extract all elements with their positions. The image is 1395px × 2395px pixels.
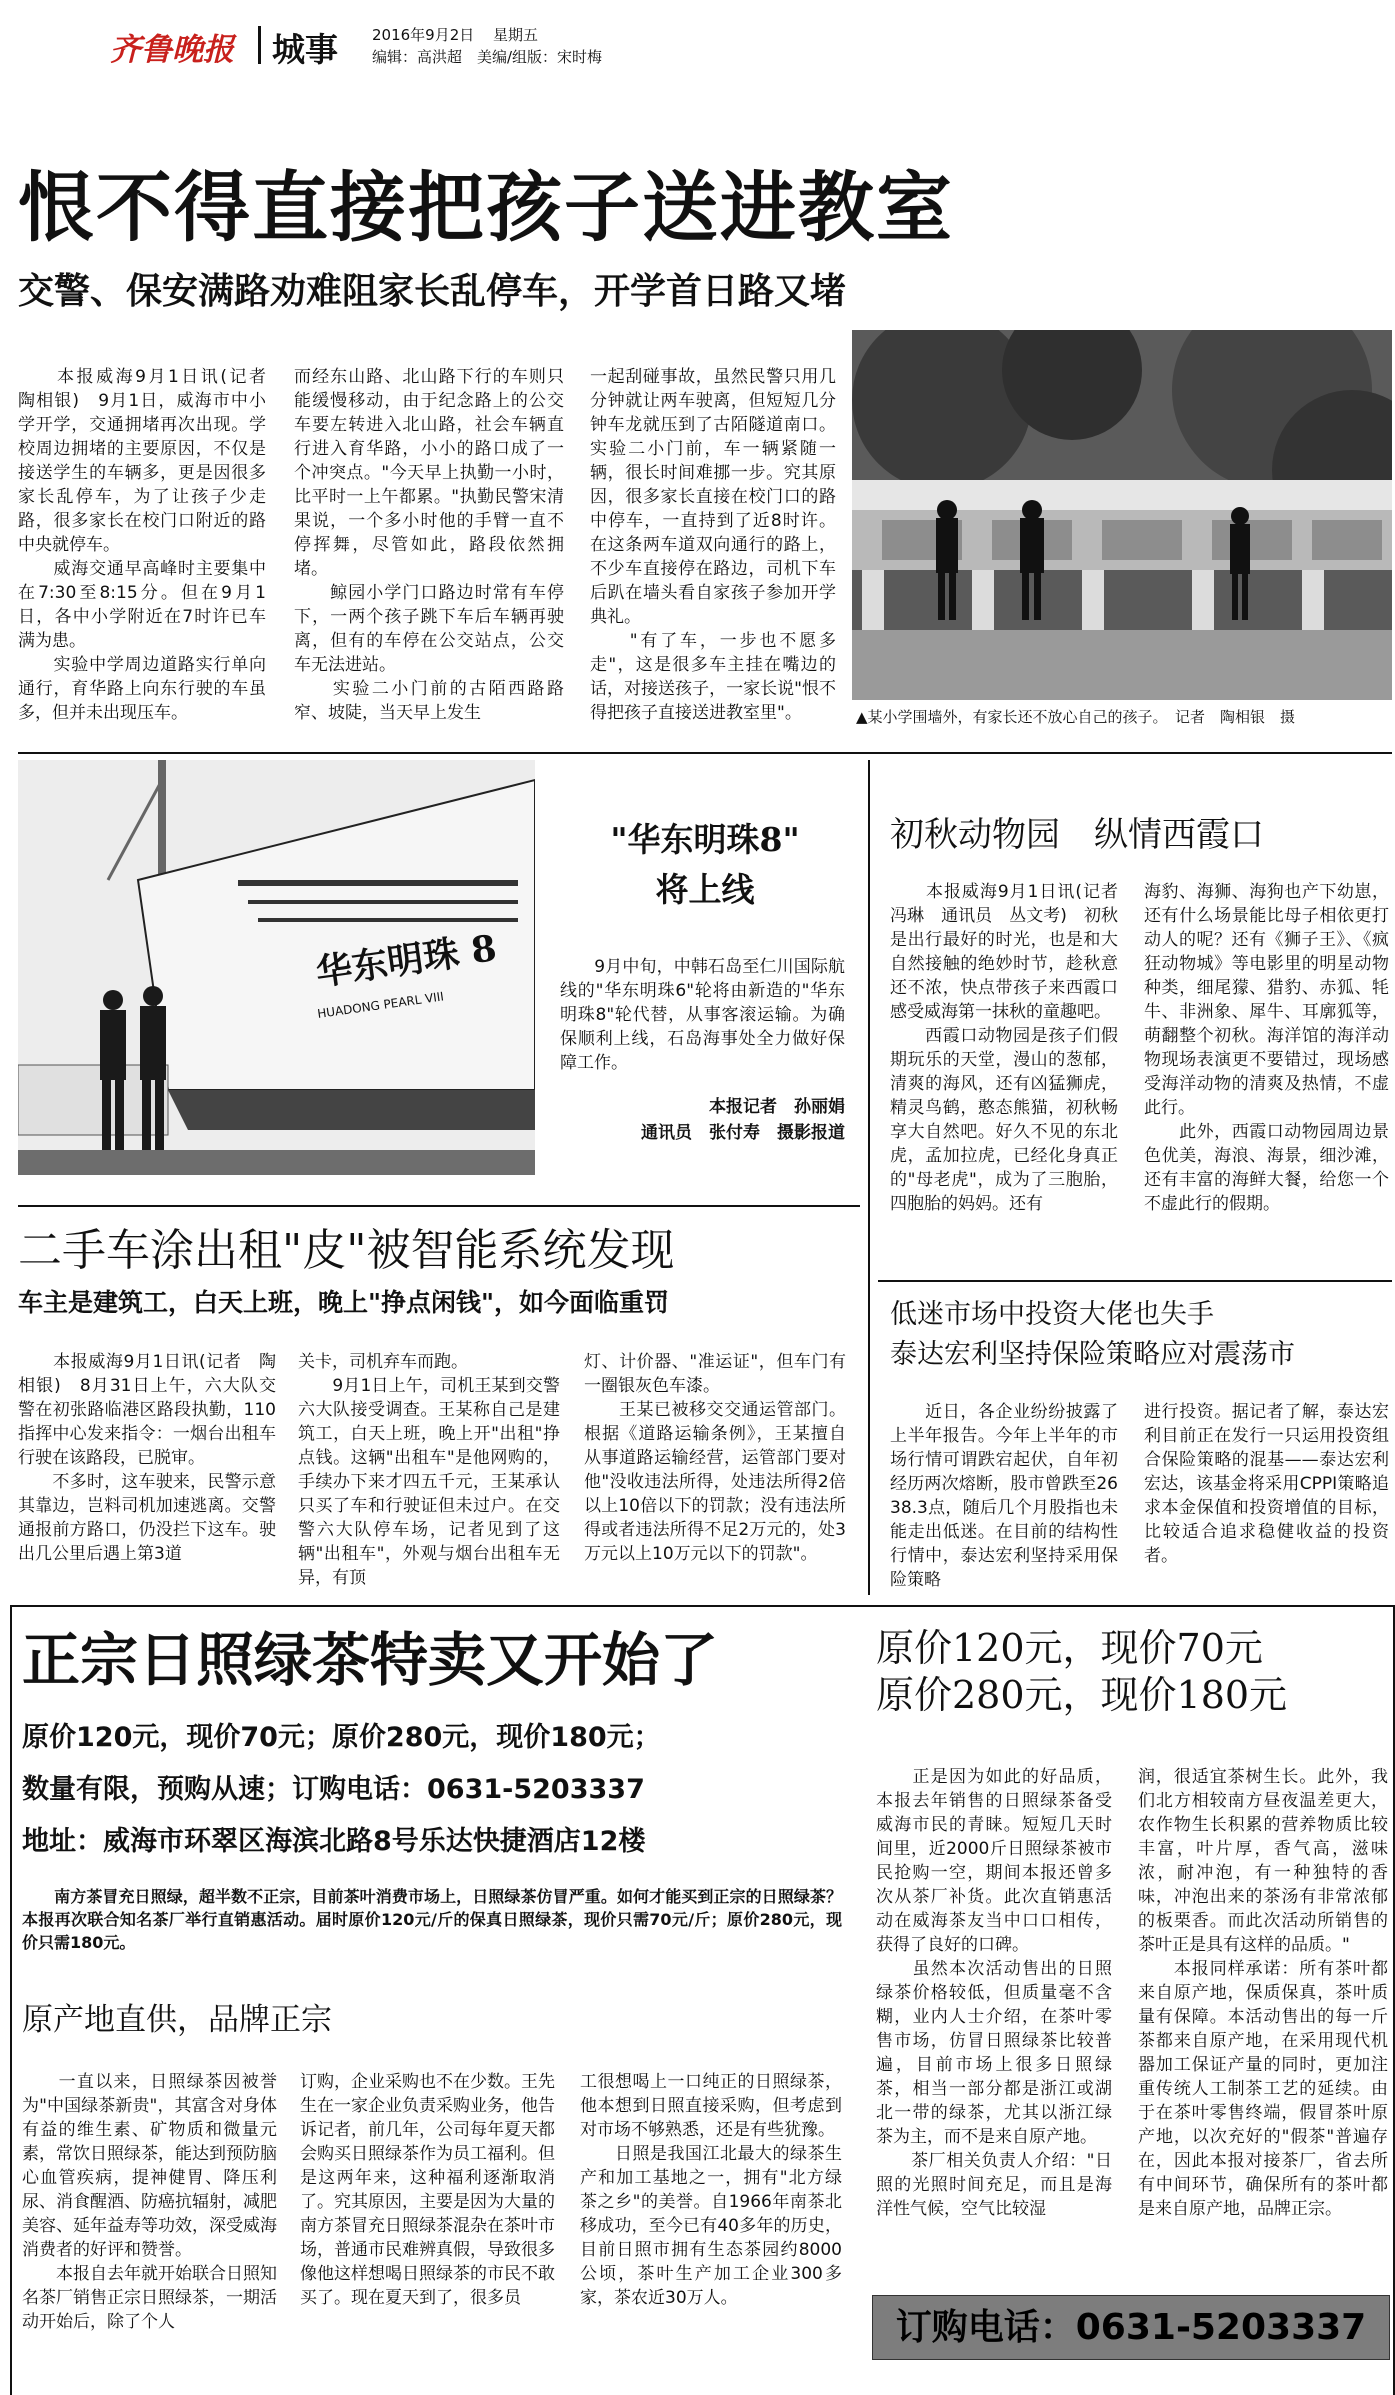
ad-price-right-1: 原价120元，现价70元	[876, 1626, 1263, 1670]
fund-col-2: 进行投资。据记者了解，泰达宏利目前正在发行一只运用投资组合保险策略的混基——泰达宏利宏达，该基金将采用CPPI策略追求本金保值和投资增值的目标，比较适合追求稳健收益的投资者。	[1144, 1402, 1389, 1566]
ad-col-1: 一直以来，日照绿茶因被誉为"中国绿茶新贵"，其富含对身体有益的维生素、矿物质和微量元素，常饮日照绿茶，能达到预防脑心血管疾病，提神健胃、降压利尿、消食醒酒、防癌抗辐射，减肥美容、延年益寿等功效，深受威海消费者的好评和赞誉。 本报自去年就开始联合日照知名茶厂销售正宗日照绿茶，一期活动开始后，除了个人	[22, 2072, 277, 2332]
used-car-col-3: 灯、计价器、"准运证"，但车门有一圈银灰色车漆。 王某已被移交交通运管部门。根据《道路运输条例》，王某擅自从事道路运输经营，运管部门要对他"没收违法所得，处违法所得2倍以上10倍以下的罚款；没有违法所得或者违法所得不足2万元的，处3万元以上10万元以下的罚款"。	[584, 1352, 846, 1564]
rule-vertical-mid	[868, 760, 870, 1595]
ship-name-painted: 华东明珠 8	[313, 927, 500, 994]
lead-photo-caption: ▲某小学围墙外，有家长还不放心自己的孩子。 记者 陶相银 摄	[856, 708, 1296, 726]
ship-byline-2: 通讯员 张付寿 摄影报道	[641, 1123, 845, 1143]
ad-subhead: 原产地直供，品牌正宗	[22, 2002, 332, 2038]
ad-price-right-2: 原价280元，现价180元	[876, 1673, 1288, 1717]
lead-col-3: 一起刮碰事故，虽然民警只用几分钟就让两车驶离，但短短几分钟车龙就压到了古陌隧道南口。实验二小门前，车一辆紧随一辆，很长时间难挪一步。究其原因，很多家长直接在校门口的路中停车，一直持到了近8时许。在这条两车道双向通行的路上，不少车直接停在路边，司机下车后趴在墙头看自家孩子参加开学典礼。 "有了车，一步也不愿多走"，这是很多车主挂在嘴边的话，对接送孩子，一家长说"恨不得把孩子直接送进教室里"。	[590, 367, 836, 723]
lead-photo	[852, 330, 1392, 700]
lead-col-1: 本报威海9月1日讯(记者 陶相银) 9月1日，威海市中小学开学，交通拥堵再次出现。学校周边拥堵的主要原因，不仅是接送学生的车辆多，更是因很多家长乱停车，为了让孩子少走路，很多家长在校门口附近的路中央就停车。 威海交通早高峰时主要集中在7:30至8:15分。但在9月1日，各中小学附近在7时许已车满为患。 实验中学周边道路实行单向通行，育华路上向东行驶的车虽多，但并未出现压车。	[18, 367, 266, 723]
masthead-divider	[258, 26, 261, 64]
used-car-subtitle: 车主是建筑工，白天上班，晚上"挣点闲钱"，如今面临重罚	[18, 1288, 670, 1317]
ad-line-2: 数量有限，预购从速；订购电话：0631-5203337	[22, 1774, 645, 1805]
ship-photo	[18, 760, 535, 1175]
ship-title-line-2: 将上线	[655, 870, 755, 909]
ship-body: 9月中旬，中韩石岛至仁川国际航线的"华东明珠6"轮将由新造的"华东明珠8"轮代替，从事客滚运输。为确保顺利上线，石岛海事处全力做好保障工作。	[560, 957, 845, 1073]
ship-title-line-1: "华东明珠8"	[610, 820, 800, 859]
lead-col-2: 而经东山路、北山路下行的车则只能缓慢移动，由于纪念路上的公交车要左转进入北山路，社会车辆直行进入育华路，小小的路口成了一个冲突点。"今天早上执勤一小时，比平时一上午都累。"执勤民警宋清果说，一个多小时他的手臂一直不停挥舞，尽管如此，路段依然拥堵。 鲸园小学门口路边时常有车停下，一两个孩子跳下车后车辆再驶离，但有的车停在公交站点，公交车无法进站。 实验二小门前的古陌西路路窄、坡陡，当天早上发生	[294, 367, 564, 723]
ship-byline-1: 本报记者 孙丽娟	[709, 1097, 845, 1117]
lead-title: 恨不得直接把孩子送进教室	[18, 163, 954, 252]
fund-col-1: 近日，各企业纷纷披露了上半年报告。今年上半年的市场行情可谓跌宕起伏，自年初经历两次熔断，股市曾跌至2638.3点，随后几个月股指也未能走出低迷。在目前的结构性行情中，泰达宏利坚持采用保险策略	[890, 1402, 1118, 1590]
ship-name-en-painted: HUADONG PEARL VIII	[316, 989, 445, 1021]
ad-phone-text: 订购电话：0631-5203337	[895, 2307, 1367, 2348]
fund-title-line-1: 低迷市场中投资大佬也失手	[890, 1299, 1214, 1330]
ad-col-3: 工很想喝上一口纯正的日照绿茶，他本想到日照直接采购，但考虑到对市场不够熟悉，还是有些犹豫。 日照是我国江北最大的绿茶生产和加工基地之一，拥有"北方绿茶之乡"的美誉。自1966年南茶北移成功，至今已有40多年的历史，目前日照市拥有生态茶园约8000公顷，茶叶生产加工企业300多家，茶农近30万人。	[580, 2072, 842, 2308]
ad-col-4: 正是因为如此的好品质，本报去年销售的日照绿茶备受威海市民的青睐。短短几天时间里，近2000斤日照绿茶被市民抢购一空，期间本报还曾多次从茶厂补货。此次直销惠活动在威海茶友当中口口相传，获得了良好的口碑。 虽然本次活动售出的日照绿茶价格较低，但质量毫不含糊，业内人士介绍，在茶叶零售市场，仿冒日照绿茶比较普遍，目前市场上很多日照绿茶，相当一部分都是浙江或湖北一带的绿茶，尤其以浙江绿茶为主，而不是来自原产地。 茶厂相关负责人介绍："日照的光照时间充足，而且是海洋性气候，空气比较湿	[876, 1767, 1112, 2219]
ad-title: 正宗日照绿茶特卖又开始了	[22, 1626, 719, 1694]
rule-ship-bottom	[18, 1205, 860, 1207]
lead-photo-image	[852, 330, 1392, 700]
issue-date	[372, 24, 538, 45]
masthead	[0, 0, 1395, 70]
lead-subtitle: 交警、保安满路劝难阻家长乱停车，开学首日路又堵	[18, 271, 847, 312]
used-car-col-1: 本报威海9月1日讯(记者 陶相银) 8月31日上午，六大队交警在初张路临港区路段执勤，110指挥中心发来指令：一烟台出租车行驶在该路段，已脱审。 不多时，这车驶来，民警示意其靠边，岂料司机加速逃离。交警通报前方路口，仍没拦下这车。驶出几公里后遇上第3道	[18, 1352, 276, 1564]
date-text: 2016年9月2日	[372, 26, 475, 44]
used-car-title: 二手车涂出租"皮"被智能系统发现	[18, 1225, 675, 1276]
ad-line-1: 原价120元，现价70元；原价280元，现价180元；	[22, 1722, 661, 1753]
used-car-col-2: 关卡，司机弃车而跑。 9月1日上午，司机王某到交警六大队接受调查。王某称自己是建筑工，白天上班，晚上开"出租"挣点钱。这辆"出租车"是他网购的，手续办下来才四五千元，王某承认只买了车和行驶证但未过户。在交警六大队停车场，记者见到了这辆"出租车"，外观与烟台出租车无异，有顶	[298, 1352, 560, 1588]
ad-phone-box	[872, 2295, 1390, 2360]
editor-credits: 编辑：高洪超 美编/组版：宋时梅	[372, 48, 603, 66]
weekday-text: 星期五	[493, 26, 539, 44]
fund-title-line-2: 泰达宏利坚持保险策略应对震荡市	[890, 1339, 1295, 1370]
ad-col-2: 订购，企业采购也不在少数。王先生在一家企业负责采购业务，他告诉记者，前几年，公司每年夏天都会购买日照绿茶作为员工福利。但是这两年来，这种福利逐渐取消了。究其原因，主要是因为大量的南方茶冒充日照绿茶混杂在茶叶市场，普通市民难辨真假，导致很多像他这样想喝日照绿茶的市民不敢买了。现在夏天到了，很多员	[300, 2072, 555, 2308]
masthead-logo: 齐鲁晚报	[110, 32, 234, 68]
zoo-col-1: 本报威海9月1日讯(记者 冯琳 通讯员 丛文考) 初秋是出行最好的时光，也是和大自然接触的绝妙时节，趁秋意还不浓，快点带孩子来西霞口感受威海第一抹秋的童趣吧。 西霞口动物园是孩子们假期玩乐的天堂，漫山的葱郁，清爽的海风，还有凶猛狮虎，精灵鸟鹤，憨态熊猫，初秋畅享大自然吧。好久不见的东北虎，孟加拉虎，已经化身真正的"母老虎"，成为了三胞胎，四胞胎的妈妈。还有	[890, 882, 1118, 1214]
ad-col-5: 润，很适宜茶树生长。此外，我们北方相较南方昼夜温差更大，农作物生长积累的营养物质比较丰富，叶片厚，香气高，滋味浓，耐冲泡，有一种独特的香味，冲泡出来的茶汤有非常浓郁的板栗香。而此次活动所销售的茶叶正是具有这样的品质。" 本报同样承诺：所有茶叶都来自原产地，保质保真，茶叶质量有保障。本活动售出的每一斤茶都来自原产地，在采用现代机器加工保证产量的同时，更加注重传统人工制茶工艺的延续。由于在茶叶零售终端，假冒茶叶原产地，以次充好的"假茶"普遍存在，因此本报对接茶厂，省去所有中间环节，确保所有的茶叶都是来自原产地，品牌正宗。	[1138, 1767, 1388, 2219]
ad-intro: 南方茶冒充日照绿，超半数不正宗，目前茶叶消费市场上，日照绿茶仿冒严重。如何才能买到正宗的日照绿茶？本报再次联合知名茶厂举行直销惠活动。届时原价120元/斤的保真日照绿茶，现价只需70元/斤；原价280元，现价只需180元。	[22, 1887, 842, 1952]
ad-line-3: 地址：威海市环翠区海滨北路8号乐达快捷酒店12楼	[22, 1826, 646, 1857]
rule-after-lead	[18, 752, 1392, 754]
rule-zoo-bottom	[878, 1280, 1392, 1282]
zoo-title: 初秋动物园 纵情西霞口	[890, 815, 1264, 855]
ship-photo-image	[18, 760, 535, 1175]
zoo-col-2: 海豹、海狮、海狗也产下幼崽，还有什么场景能比母子相依更打动人的呢？还有《狮子王》、《疯狂动物城》等电影里的明星动物种类，细尾獴、猎豹、赤狐、牦牛、非洲象、犀牛、耳廓狐等，萌翻整个初秋。海洋馆的海洋动物现场表演更不要错过，现场感受海洋动物的清爽及热情，不虚此行。 此外，西霞口动物园周边景色优美，海浪、海景，细沙滩，还有丰富的海鲜大餐，给您一个不虚此行的假期。	[1144, 882, 1389, 1214]
section-name: 城事	[272, 30, 338, 69]
